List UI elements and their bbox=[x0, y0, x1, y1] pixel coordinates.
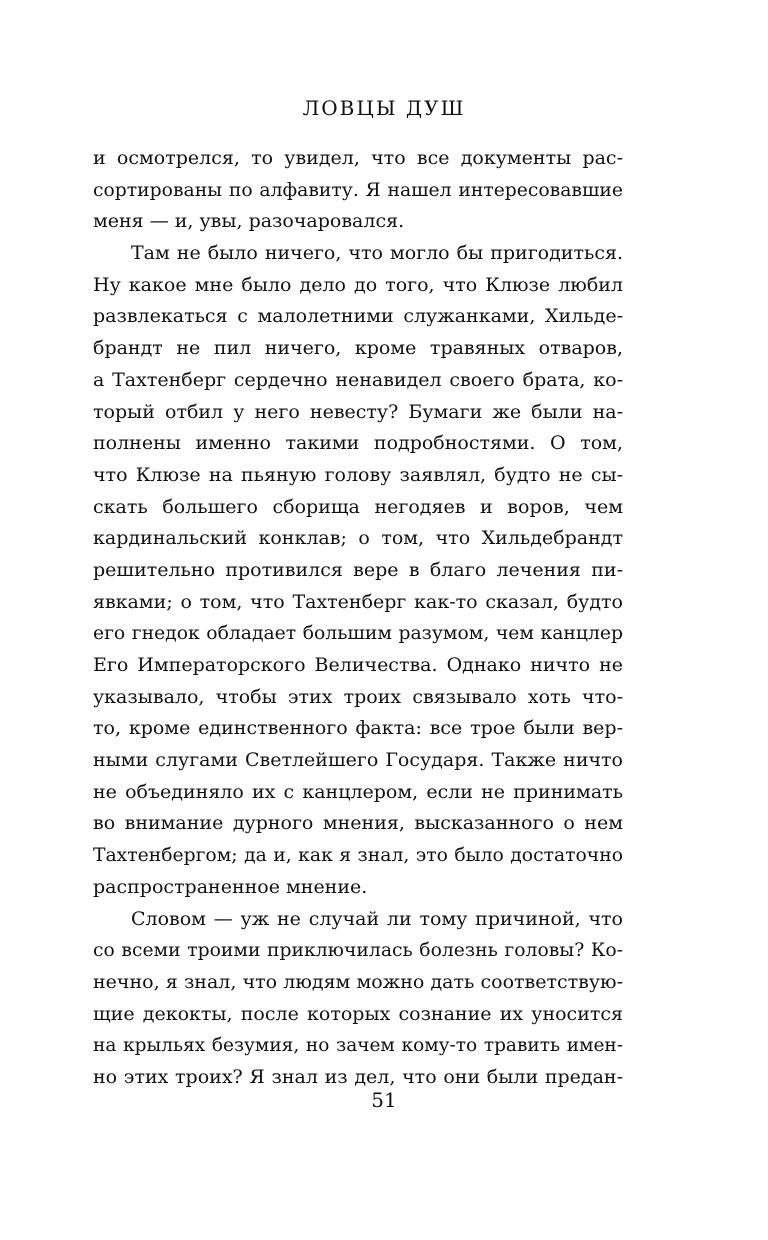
text-line: Его Императорского Величества. Однако ничто не bbox=[93, 654, 623, 676]
text-line: а Тахтенберг сердечно ненавидел своего брата, ко- bbox=[93, 368, 623, 391]
text-line: то, кроме единственного факта: все трое были вер- bbox=[93, 717, 623, 740]
text-line: со всеми троими приключилась болезнь головы? Ко- bbox=[93, 940, 623, 962]
text-line: Словом — уж не случай ли тому причиной, что bbox=[131, 907, 623, 930]
text-line: явками; о том, что Тахтенберг как-то сказал, будто bbox=[93, 590, 623, 613]
text-line: развлекаться с малолетними служанками, Хильде- bbox=[93, 305, 623, 328]
text-line: Там не было ничего, что могло бы пригодиться. bbox=[131, 242, 623, 265]
text-line: на крыльях безумия, но зачем кому-то травить имен- bbox=[93, 1035, 623, 1057]
text-line: и осмотрелся, то увидел, что все документы рас- bbox=[93, 147, 623, 169]
text-line: Тахтенбергом; да и, как я знал, это было достаточно bbox=[93, 845, 623, 867]
text-line: что Клюзе на пьяную голову заявлял, будто не сы- bbox=[93, 463, 623, 486]
text-line: но этих троих? Я знал из дел, что они были предан- bbox=[93, 1065, 623, 1088]
text-line: полнены именно такими подробностями. О том, bbox=[93, 432, 623, 455]
text-line: торый отбил у него невесту? Бумаги же были на- bbox=[93, 400, 623, 423]
text-line: скать большего сборища негодяев и воров, чем bbox=[93, 495, 623, 518]
text-line: решительно противился вере в благо лечения пи- bbox=[93, 558, 623, 581]
text-line: сортированы по алфавиту. Я нашел интересовавшие bbox=[93, 179, 623, 201]
text-line: брандт не пил ничего, кроме травяных отваров, bbox=[93, 337, 623, 360]
text-line: нечно, я знал, что людям можно дать соответствую- bbox=[93, 970, 623, 993]
body-text bbox=[93, 143, 623, 1094]
text-line: Ну какое мне было дело до того, что Клюзе любил bbox=[93, 273, 623, 296]
text-line: во внимание дурного мнения, высказанного о нем bbox=[93, 812, 623, 835]
text-line: распространенное мнение. bbox=[93, 875, 368, 898]
text-line: его гнедок обладает большим разумом, чем канцлер bbox=[93, 623, 623, 645]
text-line: не объединяло их с канцлером, если не принимать bbox=[93, 780, 623, 803]
text-line: ными слугами Светлейшего Государя. Также ничто bbox=[93, 749, 623, 772]
text-line: щие декокты, после которых сознание их уносится bbox=[93, 1002, 623, 1025]
text-line: меня — и, увы, разочаровался. bbox=[93, 210, 405, 233]
running-title: ЛОВЦЫ ДУШ bbox=[302, 96, 466, 120]
text-line: указывало, чтобы этих троих связывало хоть что- bbox=[93, 685, 623, 708]
text-line: кардинальский конклав; о том, что Хильдебрандт bbox=[93, 527, 623, 550]
page-number: 51 bbox=[371, 1088, 397, 1112]
